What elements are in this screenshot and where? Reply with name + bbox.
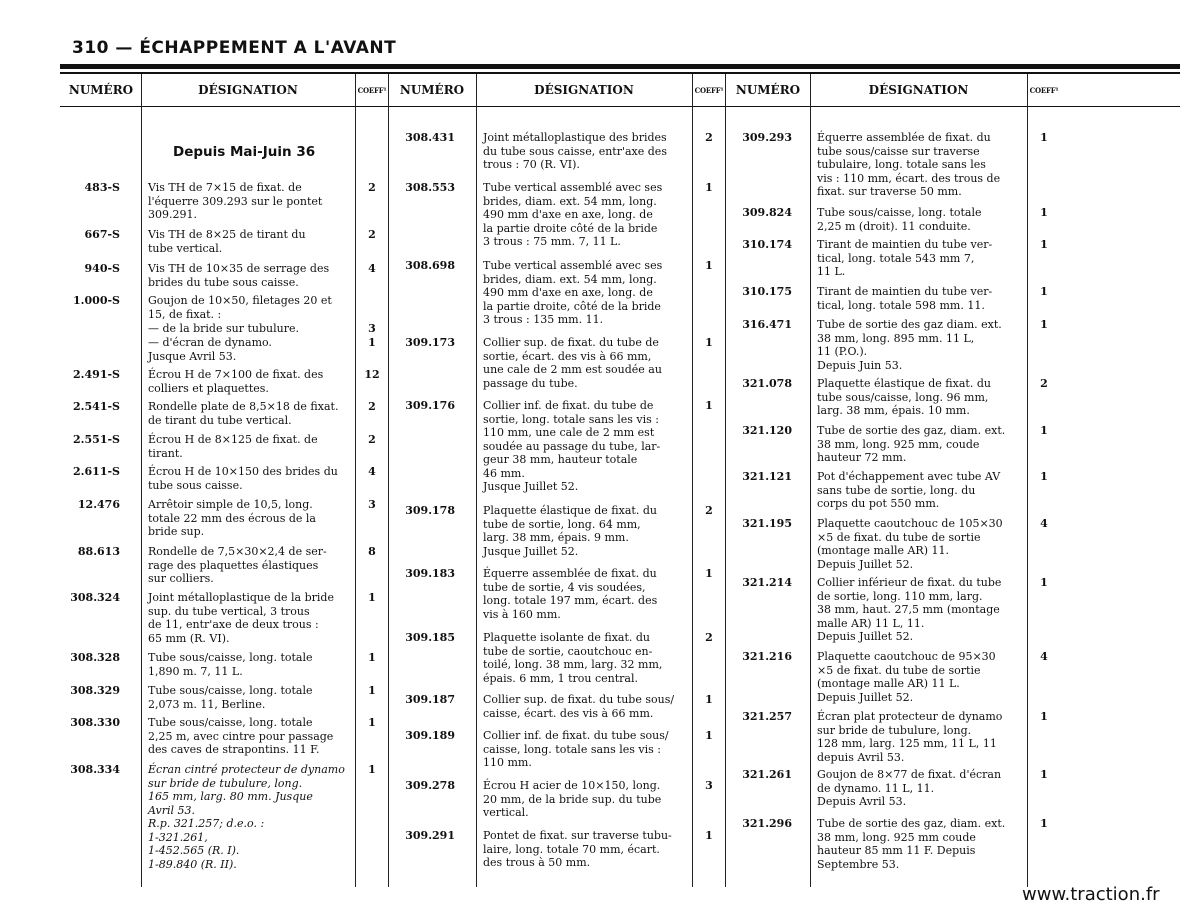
designation-line: vis : 110 mm, écart. des trous de: [817, 171, 1001, 185]
part-designation: [148, 294, 354, 321]
part-number: 310.174: [742, 238, 792, 251]
header-designation: DÉSIGNATION: [868, 83, 969, 97]
part-designation: [483, 259, 689, 327]
part-coefficient: 1: [368, 716, 376, 729]
designation-line: Tube sous/caisse, long. totale: [148, 684, 313, 697]
part-designation: [483, 631, 689, 685]
part-coefficient: 1: [368, 763, 376, 776]
designation-line: 110 mm, une cale de 2 mm est: [483, 426, 655, 439]
part-designation: [148, 400, 354, 427]
part-number: 321.216: [742, 650, 792, 663]
part-designation: [817, 817, 1023, 871]
designation-line: Joint métalloplastique de la bride: [148, 591, 334, 604]
part-coefficient: 1: [1040, 206, 1048, 219]
designation-line: tube vertical.: [148, 241, 223, 255]
part-number: 308.698: [405, 259, 455, 272]
designation-line: 1,890 m. 7, 11 L.: [148, 664, 243, 678]
designation-line: épais. 6 mm, 1 trou central.: [483, 671, 638, 685]
col-divider: [141, 74, 142, 887]
part-designation: [148, 651, 354, 678]
part-number: 321.261: [742, 768, 792, 781]
designation-line: (montage malle AR) 11.: [817, 544, 949, 557]
designation-line: brides, diam. ext. 54 mm, long.: [483, 194, 657, 208]
page-header: 310 — ÉCHAPPEMENT A L'AVANT: [72, 38, 397, 58]
part-designation: [483, 729, 689, 770]
designation-line: Depuis Juin 53.: [817, 358, 903, 372]
designation-line: Depuis Juillet 52.: [817, 690, 914, 704]
designation-line: 38 mm, haut. 27,5 mm (montage: [817, 603, 1000, 616]
part-coefficient: 3: [705, 779, 713, 792]
designation-line: Jusque Juillet 52.: [483, 544, 579, 558]
designation-line: Arrêtoir simple de 10,5, long.: [148, 498, 313, 511]
part-number: 309.189: [405, 729, 455, 742]
designation-line: 1-452.565 (R. I).: [148, 844, 240, 857]
designation-line: Rondelle plate de 8,5×18 de fixat.: [148, 400, 339, 413]
part-number: 2.491-S: [73, 368, 120, 381]
col-divider: [476, 74, 477, 887]
part-coefficient: 2: [368, 228, 376, 241]
part-coefficient: 1: [368, 336, 376, 349]
part-coefficient: 2: [368, 433, 376, 446]
col-divider: [1027, 74, 1028, 887]
part-coefficient: 1: [1040, 238, 1048, 251]
designation-line: de sortie, long. 110 mm, larg.: [817, 589, 983, 603]
part-number: 309.185: [405, 631, 455, 644]
designation-line: — d'écran de dynamo.: [148, 336, 272, 349]
designation-line: sortie, long. totale sans les vis :: [483, 412, 659, 426]
part-number: 483-S: [84, 181, 120, 194]
designation-line: (montage malle AR) 11 L.: [817, 677, 960, 690]
part-designation: [817, 318, 1023, 372]
part-number: 309.183: [405, 567, 455, 580]
designation-line: tical, long. totale 543 mm 7,: [817, 251, 975, 265]
part-designation: [483, 567, 689, 621]
part-designation: [483, 399, 689, 494]
part-number: 309.178: [405, 504, 455, 517]
designation-line: tube sous/caisse, long. 96 mm,: [817, 390, 989, 404]
designation-line: Écrou H de 8×125 de fixat. de: [148, 433, 318, 446]
designation-line: Tube de sortie des gaz, diam. ext.: [817, 817, 1006, 830]
part-number: 310.175: [742, 285, 792, 298]
part-designation: [483, 181, 689, 249]
part-coefficient: 2: [368, 181, 376, 194]
part-number: 309.187: [405, 693, 455, 706]
part-number: 12.476: [77, 498, 120, 511]
designation-line: Vis TH de 10×35 de serrage des: [148, 262, 330, 275]
designation-line: laire, long. totale 70 mm, écart.: [483, 842, 660, 856]
designation-line: trous : 70 (R. VI).: [483, 158, 580, 171]
designation-line: Collier inf. de fixat. du tube sous/: [483, 729, 669, 742]
designation-line: long. totale 197 mm, écart. des: [483, 594, 658, 607]
designation-line: tube de sortie, long. 64 mm,: [483, 517, 641, 531]
designation-line: l'équerre 309.293 sur le pontet: [148, 194, 323, 208]
part-number: 308.330: [70, 716, 120, 729]
designation-line: 11 (P.O.).: [817, 345, 868, 358]
part-coefficient: 2: [705, 631, 713, 644]
designation-line: de tirant du tube vertical.: [148, 413, 292, 427]
designation-line: tube de sortie, caoutchouc en-: [483, 644, 653, 658]
header-coeff: COEFF¹: [1029, 86, 1059, 95]
designation-line: 1-89.840 (R. II).: [148, 857, 237, 871]
designation-line: Écran plat protecteur de dynamo: [817, 710, 1003, 723]
designation-line: du tube sous caisse, entr'axe des: [483, 144, 667, 158]
designation-line: de dynamo. 11 L, 11.: [817, 781, 935, 795]
designation-line: caisse, long. totale sans les vis :: [483, 742, 662, 756]
designation-line: Tube sous/caisse, long. totale: [817, 206, 982, 219]
part-designation: [817, 710, 1023, 764]
part-number: 309.824: [742, 206, 792, 219]
designation-line: 38 mm, long. 925 mm coude: [817, 830, 976, 844]
designation-line: Pot d'échappement avec tube AV: [817, 470, 1001, 483]
header-numero: NUMÉRO: [68, 83, 134, 97]
designation-line: tube sous caisse.: [148, 478, 243, 492]
header-rule-thin: [60, 72, 1180, 74]
designation-line: sur bride de tubulure, long.: [148, 776, 303, 790]
part-designation: [148, 716, 354, 757]
part-designation: [817, 424, 1023, 465]
part-coefficient: 1: [1040, 576, 1048, 589]
designation-line: Jusque Avril 53.: [148, 349, 237, 363]
designation-line: la partie droite côté de la bride: [483, 221, 658, 235]
part-coefficient: 1: [705, 729, 713, 742]
designation-line: hauteur 85 mm 11 F. Depuis: [817, 844, 976, 857]
designation-line: Écran cintré protecteur de dynamo: [148, 763, 345, 776]
designation-line: 165 mm, larg. 80 mm. Jusque: [148, 790, 313, 803]
designation-line: 128 mm, larg. 125 mm, 11 L, 11: [817, 737, 997, 750]
designation-line: 2,073 m. 11, Berline.: [148, 697, 266, 711]
designation-line: tubulaire, long. totale sans les: [817, 158, 986, 171]
part-designation: [483, 693, 689, 720]
col-divider: [810, 74, 811, 887]
part-coefficient: 1: [1040, 710, 1048, 723]
designation-line: Septembre 53.: [817, 857, 900, 871]
designation-line: Jusque Juillet 52.: [483, 480, 579, 493]
designation-line: Rondelle de 7,5×30×2,4 de ser-: [148, 545, 327, 558]
designation-line: Tube vertical assemblé avec ses: [483, 259, 663, 272]
designation-line: tube sous/caisse sur traverse: [817, 144, 980, 158]
designation-line: 2,25 m, avec cintre pour passage: [148, 729, 334, 743]
designation-line: passage du tube.: [483, 376, 578, 390]
designation-line: soudée au passage du tube, lar-: [483, 439, 661, 453]
designation-line: 309.291.: [148, 208, 197, 221]
header-coeff: COEFF¹: [694, 86, 724, 95]
designation-line: Vis TH de 8×25 de tirant du: [148, 228, 306, 241]
designation-line: Collier sup. de fixat. du tube de: [483, 336, 659, 349]
designation-line: Collier inf. de fixat. du tube de: [483, 399, 654, 412]
designation-line: Plaquette caoutchouc de 95×30: [817, 650, 996, 663]
header-designation: DÉSIGNATION: [534, 83, 634, 97]
designation-line: Écrou H de 10×150 des brides du: [148, 465, 338, 478]
designation-line: 11 L.: [817, 265, 846, 278]
designation-line: tube de sortie, 4 vis soudées,: [483, 580, 646, 594]
part-designation: [148, 433, 354, 460]
part-designation: [817, 768, 1023, 809]
designation-line: caisse, écart. des vis à 66 mm.: [483, 706, 654, 720]
part-designation: [483, 779, 689, 820]
part-coefficient: 1: [1040, 285, 1048, 298]
part-coefficient: 4: [368, 465, 376, 478]
designation-line: Goujon de 8×77 de fixat. d'écran: [817, 768, 1002, 781]
part-coefficient: 1: [368, 651, 376, 664]
designation-line: bride sup.: [148, 525, 205, 538]
header-numero: NUMÉRO: [735, 83, 801, 97]
designation-line: Équerre assemblée de fixat. du: [483, 567, 657, 580]
part-number: 309.293: [742, 131, 792, 144]
header-rule-thick: [60, 64, 1180, 69]
part-designation: [148, 684, 354, 711]
designation-line: Depuis Avril 53.: [817, 795, 907, 808]
designation-line: larg. 38 mm, épais. 9 mm.: [483, 531, 629, 544]
designation-line: 38 mm, long. 895 mm. 11 L,: [817, 331, 975, 345]
designation-line: hauteur 72 mm.: [817, 451, 907, 464]
designation-line: Pontet de fixat. sur traverse tubu-: [483, 829, 672, 842]
part-designation: [817, 285, 1023, 312]
designation-line: Plaquette élastique de fixat. du: [817, 377, 991, 390]
part-number: 321.078: [742, 377, 792, 390]
part-number: 308.324: [70, 591, 120, 604]
designation-line: une cale de 2 mm est soudée au: [483, 363, 662, 376]
part-designation: [483, 131, 689, 172]
designation-line: vertical.: [483, 806, 529, 819]
part-coefficient: 1: [705, 567, 713, 580]
designation-line: toilé, long. 38 mm, larg. 32 mm,: [483, 658, 663, 671]
designation-line: Plaquette élastique de fixat. du: [483, 504, 657, 517]
part-designation: [817, 517, 1023, 571]
part-number: 309.176: [405, 399, 455, 412]
part-designation: [148, 763, 354, 871]
designation-line: Tube vertical assemblé avec ses: [483, 181, 663, 194]
part-coefficient: 12: [364, 368, 380, 381]
part-designation: [148, 228, 354, 255]
part-number: 321.121: [742, 470, 792, 483]
footer-url: www.traction.fr: [1022, 884, 1160, 905]
col-divider: [725, 74, 726, 887]
part-coefficient: 1: [705, 693, 713, 706]
part-number: 309.173: [405, 336, 455, 349]
designation-line: Collier inférieur de fixat. du tube: [817, 576, 1002, 589]
designation-line: 2,25 m (droit). 11 conduite.: [817, 219, 971, 233]
part-coefficient: 1: [1040, 424, 1048, 437]
designation-line: des trous à 50 mm.: [483, 856, 591, 869]
designation-line: ×5 de fixat. du tube de sortie: [817, 530, 981, 544]
column-header-rule: [60, 106, 1180, 107]
part-coefficient: 2: [705, 504, 713, 517]
designation-line: Tube de sortie des gaz diam. ext.: [817, 318, 1002, 331]
designation-line: Plaquette caoutchouc de 105×30: [817, 517, 1003, 530]
designation-line: Tube de sortie des gaz, diam. ext.: [817, 424, 1006, 437]
part-coefficient: 3: [368, 322, 376, 335]
part-number: 1.000-S: [73, 294, 120, 307]
designation-line: des caves de strapontins. 11 F.: [148, 743, 320, 756]
designation-line: colliers et plaquettes.: [148, 381, 269, 395]
designation-line: Plaquette isolante de fixat. du: [483, 631, 651, 644]
part-number: 321.257: [742, 710, 792, 723]
part-number: 316.471: [742, 318, 792, 331]
part-number: 321.214: [742, 576, 792, 589]
designation-line: Joint métalloplastique des brides: [483, 131, 667, 144]
designation-line: 490 mm d'axe en axe, long. de: [483, 208, 653, 221]
designation-line: Écrou H acier de 10×150, long.: [483, 779, 661, 792]
designation-line: 3 trous : 75 mm. 7, 11 L.: [483, 235, 621, 248]
part-number: 2.541-S: [73, 400, 120, 413]
part-number: 321.120: [742, 424, 792, 437]
part-coefficient: 8: [368, 545, 376, 558]
part-designation: [483, 504, 689, 558]
designation-line: fixat. sur traverse 50 mm.: [817, 185, 962, 198]
designation-line: Goujon de 10×50, filetages 20 et: [148, 294, 332, 307]
designation-line: Vis TH de 7×15 de fixat. de: [148, 181, 302, 194]
part-number: 940-S: [84, 262, 120, 275]
part-number: 308.553: [405, 181, 455, 194]
designation-line: sur colliers.: [148, 572, 214, 585]
designation-line: 46 mm.: [483, 466, 525, 480]
part-coefficient: 1: [368, 591, 376, 604]
designation-line: ×5 de fixat. du tube de sortie: [817, 663, 981, 677]
section-title: Depuis Mai-Juin 36: [173, 144, 316, 160]
part-number: 2.551-S: [73, 433, 120, 446]
header-numero: NUMÉRO: [399, 83, 465, 97]
part-number: 88.613: [77, 545, 120, 558]
designation-line: Écrou H de 7×100 de fixat. des: [148, 368, 324, 381]
part-coefficient: 1: [705, 181, 713, 194]
part-coefficient: 1: [705, 336, 713, 349]
designation-line: sortie, écart. des vis à 66 mm,: [483, 349, 652, 363]
part-coefficient: 1: [1040, 817, 1048, 830]
part-designation: [817, 576, 1023, 644]
header-coeff: COEFF¹: [357, 86, 387, 95]
part-designation: [148, 181, 354, 222]
part-coefficient: 2: [1040, 377, 1048, 390]
designation-line: Avril 53.: [148, 803, 195, 817]
part-number: 309.291: [405, 829, 455, 842]
part-designation: [148, 368, 354, 395]
part-number: 308.329: [70, 684, 120, 697]
designation-line: R.p. 321.257; d.e.o. :: [148, 817, 265, 830]
designation-line: 1-321.261,: [148, 830, 208, 844]
part-number: 321.195: [742, 517, 792, 530]
part-coefficient: 4: [368, 262, 376, 275]
part-designation: [148, 498, 354, 539]
designation-line: Tube sous/caisse, long. totale: [148, 716, 313, 729]
part-designation: [817, 238, 1023, 279]
part-coefficient: 1: [368, 684, 376, 697]
designation-line: sur bride de tubulure, long.: [817, 723, 972, 737]
designation-line: Équerre assemblée de fixat. du: [817, 131, 991, 144]
designation-line: larg. 38 mm, épais. 10 mm.: [817, 404, 970, 417]
part-designation: [483, 336, 689, 390]
part-designation: [817, 206, 1023, 233]
part-designation: [148, 336, 354, 363]
designation-line: la partie droite, côté de la bride: [483, 299, 661, 313]
designation-line: brides du tube sous caisse.: [148, 275, 299, 289]
part-coefficient: 4: [1040, 650, 1048, 663]
part-number: 308.334: [70, 763, 120, 776]
col-divider: [355, 74, 356, 887]
part-designation: [148, 262, 354, 289]
part-coefficient: 1: [1040, 318, 1048, 331]
designation-line: brides, diam. ext. 54 mm, long.: [483, 272, 657, 286]
designation-line: 490 mm d'axe en axe, long. de: [483, 286, 653, 299]
part-designation: [817, 377, 1023, 418]
designation-line: Tirant de maintien du tube ver-: [817, 285, 993, 298]
designation-line: sans tube de sortie, long. du: [817, 483, 976, 497]
part-designation: [483, 829, 689, 870]
part-number: 308.431: [405, 131, 455, 144]
designation-line: Tirant de maintien du tube ver-: [817, 238, 993, 251]
part-number: 321.296: [742, 817, 792, 830]
part-designation: [148, 591, 354, 645]
part-number: 309.278: [405, 779, 455, 792]
designation-line: Collier sup. de fixat. du tube sous/: [483, 693, 675, 706]
part-designation: [817, 131, 1023, 199]
col-divider: [692, 74, 693, 887]
designation-line: rage des plaquettes élastiques: [148, 558, 319, 572]
part-designation: [148, 545, 354, 586]
part-coefficient: 2: [368, 400, 376, 413]
part-coefficient: 1: [705, 259, 713, 272]
designation-line: malle AR) 11 L, 11.: [817, 616, 925, 630]
part-coefficient: 1: [705, 399, 713, 412]
designation-line: Depuis Juillet 52.: [817, 557, 914, 571]
designation-line: 20 mm, de la bride sup. du tube: [483, 792, 662, 806]
part-designation: [148, 465, 354, 492]
designation-line: 110 mm.: [483, 756, 532, 769]
designation-line: 3 trous : 135 mm. 11.: [483, 313, 604, 326]
designation-line: de 11, entr'axe de deux trous :: [148, 618, 319, 631]
designation-line: Depuis Juillet 52.: [817, 630, 914, 643]
designation-line: geur 38 mm, hauteur totale: [483, 453, 638, 466]
part-coefficient: 1: [1040, 131, 1048, 144]
designation-line: vis à 160 mm.: [483, 607, 561, 621]
part-number: 2.611-S: [73, 465, 120, 478]
part-coefficient: 2: [705, 131, 713, 144]
part-coefficient: 4: [1040, 517, 1048, 530]
designation-line: 65 mm (R. VI).: [148, 631, 230, 645]
part-designation: [817, 470, 1023, 511]
header-designation: DÉSIGNATION: [198, 83, 298, 97]
part-designation: [148, 322, 354, 336]
part-coefficient: 1: [1040, 768, 1048, 781]
part-designation: [817, 650, 1023, 704]
part-coefficient: 1: [705, 829, 713, 842]
part-coefficient: 1: [1040, 470, 1048, 483]
designation-line: depuis Avril 53.: [817, 750, 905, 764]
designation-line: corps du pot 550 mm.: [817, 497, 940, 510]
designation-line: tirant.: [148, 446, 183, 460]
designation-line: 15, de fixat. :: [148, 307, 222, 321]
part-number: 308.328: [70, 651, 120, 664]
designation-line: sup. du tube vertical, 3 trous: [148, 604, 310, 618]
part-number: 667-S: [84, 228, 120, 241]
designation-line: — de la bride sur tubulure.: [148, 322, 299, 335]
designation-line: tical, long. totale 598 mm. 11.: [817, 298, 985, 312]
designation-line: Tube sous/caisse, long. totale: [148, 651, 313, 664]
designation-line: totale 22 mm des écrous de la: [148, 511, 316, 525]
col-divider: [388, 74, 389, 887]
designation-line: 38 mm, long. 925 mm, coude: [817, 437, 980, 451]
part-coefficient: 3: [368, 498, 376, 511]
